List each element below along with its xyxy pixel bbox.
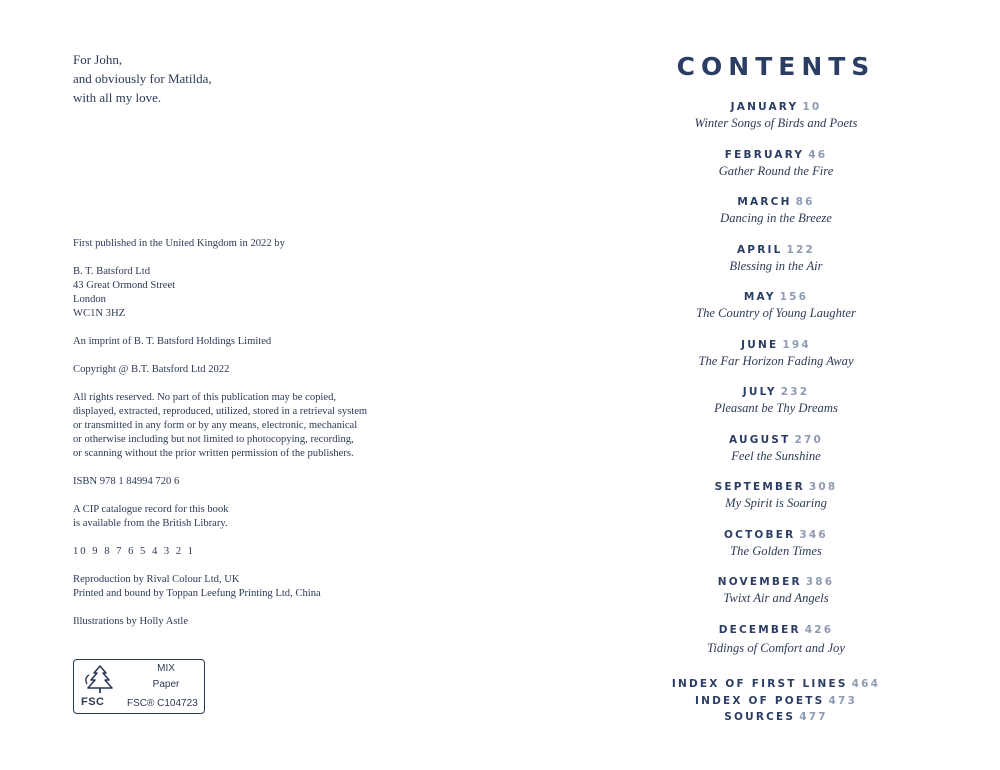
toc-chapter-title: The Country of Young Laughter — [696, 306, 856, 320]
back-matter-list — [500, 676, 1000, 726]
dedication-line: and obviously for Matilda, — [73, 71, 212, 86]
toc-page-number: 86 — [795, 196, 815, 208]
toc-page-number: 386 — [805, 576, 835, 588]
imprint-line: B. T. Batsford Ltd — [73, 266, 150, 277]
toc-entry[interactable] — [552, 480, 1000, 528]
toc-index-entry[interactable] — [552, 709, 1000, 726]
toc-chapter-title: Pleasant be Thy Dreams — [714, 401, 838, 415]
toc-entry[interactable] — [552, 528, 1000, 576]
illustration-credit — [73, 615, 413, 629]
toc-chapter-title: Twixt Air and Angels — [723, 591, 829, 605]
toc-entry[interactable] — [552, 243, 1000, 291]
toc-page-number: 10 — [802, 101, 822, 113]
fsc-code: FSC® C104723 — [127, 698, 198, 709]
isbn — [73, 475, 413, 489]
toc-entry[interactable] — [552, 623, 1000, 671]
imprint-line: London — [73, 294, 106, 305]
fsc-mark: FSC — [81, 696, 105, 708]
toc-entry[interactable] — [552, 433, 1000, 481]
toc-chapter-title: Dancing in the Breeze — [720, 211, 832, 225]
imprint-block — [73, 335, 413, 349]
toc-chapter-title: The Golden Times — [730, 543, 822, 558]
toc-index-entry[interactable] — [552, 693, 1000, 710]
toc-chapter-title: The Far Horizon Fading Away — [698, 353, 854, 368]
toc-page-number: 232 — [780, 386, 810, 398]
imprint-line: An imprint of B. T. Batsford Holdings Limited — [73, 336, 272, 347]
imprint-block — [73, 237, 413, 251]
toc-page-number: 270 — [794, 433, 823, 446]
toc-page-number: 122 — [786, 243, 816, 256]
toc-month: JULY — [742, 386, 777, 398]
toc-page-number: 346 — [799, 528, 828, 541]
toc-entry[interactable] — [552, 195, 1000, 243]
toc-month: NOVEMBER — [717, 576, 802, 588]
imprint-line: or transmitted in any form or by any means, electronic, mechanical — [73, 420, 358, 431]
toc-page-number: 308 — [808, 481, 838, 493]
imprint-line: or scanning without the prior written permission of the publishers. — [73, 448, 354, 459]
toc-chapter-title: Winter Songs of Birds and Poets — [694, 116, 858, 130]
toc-chapter-title: My Spirit is Soaring — [725, 496, 827, 510]
imprint-line: All rights reserved. No part of this publication may be copied, — [73, 392, 337, 403]
toc-chapter-title: Feel the Sunshine — [731, 448, 821, 463]
imprint-line: A CIP catalogue record for this book — [73, 504, 229, 515]
toc-page-number: 156 — [779, 291, 809, 303]
imprint-line: Copyright @ B.T. Batsford Ltd 2022 — [73, 364, 230, 375]
fsc-label — [73, 659, 205, 714]
toc-entry[interactable] — [552, 338, 1000, 386]
toc-page-number: 464 — [851, 678, 881, 690]
cip-record — [73, 503, 413, 531]
index-label: INDEX OF POETS — [695, 694, 825, 707]
right-page — [500, 0, 1000, 770]
toc-page-number: 473 — [828, 694, 857, 707]
toc-chapter-title: Tidings of Comfort and Joy — [707, 640, 845, 655]
dedication-line: with all my love. — [73, 90, 162, 105]
production-credits — [73, 573, 413, 601]
dedication-line: For John, — [73, 52, 123, 67]
publisher-address — [73, 265, 413, 321]
toc-page-number: 426 — [804, 623, 834, 636]
toc-chapter-title: Blessing in the Air — [729, 258, 823, 273]
fsc-mix: MIX — [157, 663, 175, 674]
imprint-line: displayed, extracted, reproduced, utilized, stored in a retrieval system — [73, 406, 368, 417]
toc-month: OCTOBER — [724, 528, 796, 541]
copyright-imprint — [73, 237, 413, 643]
toc-entry[interactable] — [552, 148, 1000, 196]
toc-month: AUGUST — [729, 433, 791, 446]
rights-statement — [73, 391, 413, 461]
contents-title: CONTENTS — [676, 52, 876, 81]
toc-index-entry[interactable] — [552, 676, 1000, 693]
imprint-line: 43 Great Ormond Street — [73, 280, 176, 291]
toc-entry[interactable] — [552, 575, 1000, 623]
table-of-contents — [500, 100, 1000, 670]
imprint-line: Illustrations by Holly Astle — [73, 616, 189, 627]
toc-chapter-title: Gather Round the Fire — [718, 163, 834, 178]
toc-entry[interactable] — [552, 100, 1000, 148]
imprint-line: 10 9 8 7 6 5 4 3 2 1 — [73, 546, 196, 557]
imprint-line: First published in the United Kingdom in 2022 by — [73, 238, 285, 249]
index-label: SOURCES — [724, 711, 796, 723]
toc-page-number: 46 — [808, 148, 828, 161]
fsc-tree-icon — [80, 664, 120, 694]
imprint-line: Printed and bound by Toppan Leefung Printing Ltd, China — [73, 588, 321, 599]
toc-page-number: 194 — [782, 338, 811, 351]
toc-month: JANUARY — [730, 101, 799, 113]
imprint-line: Reproduction by Rival Colour Ltd, UK — [73, 574, 240, 585]
dedication — [73, 50, 212, 107]
copyright-notice — [73, 363, 413, 377]
imprint-line: is available from the British Library. — [73, 518, 228, 529]
imprint-line: ISBN 978 1 84994 720 6 — [73, 476, 180, 487]
toc-month: SEPTEMBER — [714, 481, 805, 493]
index-label: INDEX OF FIRST LINES — [671, 678, 848, 690]
toc-month: MARCH — [737, 196, 792, 208]
toc-month: MAY — [743, 291, 776, 303]
toc-entry[interactable] — [552, 290, 1000, 338]
imprint-line: WC1N 3HZ — [73, 308, 126, 319]
toc-month: JUNE — [741, 338, 779, 351]
toc-month: FEBRUARY — [724, 148, 805, 161]
print-line — [73, 545, 413, 559]
toc-entry[interactable] — [552, 385, 1000, 433]
toc-page-number: 477 — [799, 711, 828, 723]
toc-month: APRIL — [736, 243, 783, 256]
toc-month: DECEMBER — [718, 623, 801, 636]
imprint-line: or otherwise including but not limited to photocopying, recording, — [73, 434, 354, 445]
fsc-paper: Paper — [152, 679, 180, 690]
